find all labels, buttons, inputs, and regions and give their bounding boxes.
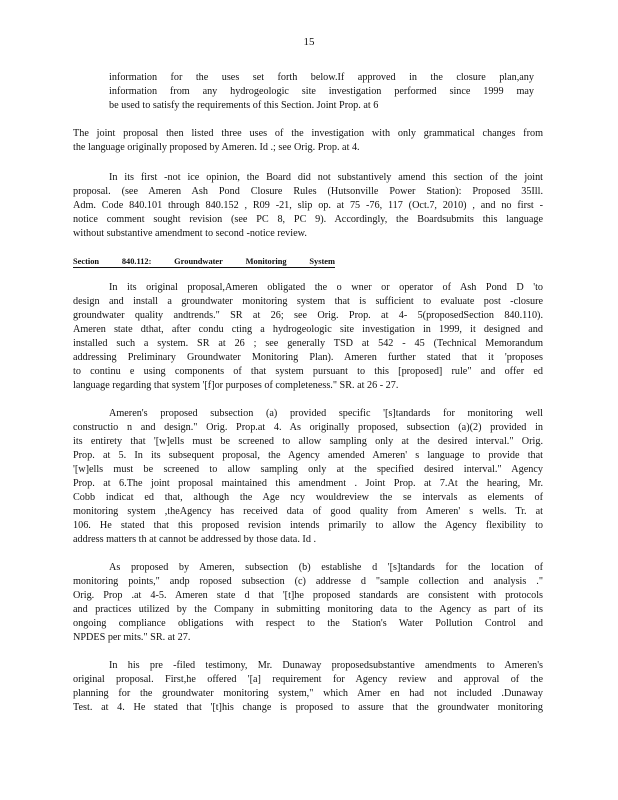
paragraph-line: groundwater quality andtrends." SR at 26; see Orig. Prop. at 4- 5(proposedSection 840.110).: [73, 310, 543, 321]
paragraph-line: constructio n and design." Orig. Prop.at 4. As originally proposed, subsection (a)(2) provided in: [73, 422, 543, 433]
paragraph-line: Test. at 4. He stated that '[t]his change is proposed to assure that the groundwater monitoring: [73, 702, 543, 713]
paragraph-line: In its first -not ice opinion, the Board did not substantively amend this section of the joint: [109, 172, 543, 183]
heading-section-label: Section: [73, 257, 100, 266]
paragraph-line: and practices utilized by the Company in submitting monitoring data to the Agency as part of its: [73, 604, 543, 615]
paragraph-line: Prop. at 5. In its subsequent proposal, the Agency amended Ameren' s language to provide that: [73, 450, 543, 461]
heading-section-number: 840.112:: [121, 257, 152, 266]
page-number: 15: [303, 36, 315, 48]
paragraph-line: As proposed by Ameren, subsection (b) establishe d '[s]tandards for the location of: [109, 562, 543, 573]
quote-line: information from any hydrogeologic site investigation performed since 1999 may: [109, 86, 534, 97]
paragraph-line: design and install a groundwater monitoring system that is sufficient to evaluate post -closure: [73, 296, 543, 307]
paragraph-line: installed such a system. SR at 26 ; see generally TSD at 542 - 45 (Technical Memorandum: [73, 338, 543, 349]
paragraph-line: Cobb indicat ed that, although the Age ncy wouldreview the se intervals as elements of: [73, 492, 543, 503]
paragraph-line: address matters th at cannot be addressed by those data. Id .: [73, 534, 317, 545]
paragraph-line: planning for the groundwater monitoring system," which Amer en had not included .Dunaway: [73, 688, 543, 699]
paragraph-line: ongoing compliance obligations with respect to the Station's Water Pollution Control and: [73, 618, 543, 629]
quote-line: information for the uses set forth below.If approved in the closure plan,any: [109, 72, 534, 83]
heading-word: System: [309, 257, 335, 266]
paragraph-line: Ameren state dthat, after condu cting a hydrogeologic site investigation in 1999, it designed and: [73, 324, 543, 335]
paragraph-line: proposal. (see Ameren Ash Pond Closure Rules (Hutsonville Power Station): Proposed 35Ill.: [73, 186, 543, 197]
paragraph-line: to continu e using components of that system pursuant to this [proposed] rule" and offer ed: [73, 366, 543, 377]
paragraph-line: Orig. Prop .at 4-5. Ameren state d that '[t]he proposed standards are consistent with protocols: [73, 590, 543, 601]
paragraph-line: 106. He stated that this proposed revision intends primarily to allow the Agency flexibility to: [73, 520, 543, 531]
paragraph-line: Prop. at 6.The joint proposal maintained this amendment . Joint Prop. at 7.At the hearing, Mr.: [73, 478, 543, 489]
paragraph-line: '[w]ells must be screened to allow sampling only at the specified desired interval." Agency: [73, 464, 543, 475]
paragraph-line: original proposal. First,he offered '[a] requirement for Agency review and approval of the: [73, 674, 543, 685]
paragraph-line: Adm. Code 840.101 through 840.152 , R09 -21, slip op. at 75 -76, 117 (Oct.7, 2010) , and no first -: [73, 200, 543, 211]
paragraph-line: its entirety that '[w]ells must be screened to allow sampling only at the desired interval." Orig.: [73, 436, 543, 447]
paragraph-line: The joint proposal then listed three uses of the investigation with only grammatical changes from: [73, 128, 543, 139]
paragraph-line: In his pre -filed testimony, Mr. Dunaway proposedsubstantive amendments to Ameren's: [109, 660, 543, 671]
quote-line: be used to satisfy the requirements of this Section. Joint Prop. at 6: [109, 100, 379, 111]
paragraph-line: Ameren's proposed subsection (a) provided specific '[s]tandards for monitoring well: [109, 408, 543, 419]
paragraph-line: language regarding that system '[f]or purposes of completeness." SR. at 26 - 27.: [73, 380, 399, 391]
paragraph-line: monitoring points," andp roposed subsection (c) addresse d "sample collection and analysis .": [73, 576, 543, 587]
paragraph-line: monitoring system ,theAgency has received data of good quality from Ameren' s wells. Tr. at: [73, 506, 543, 517]
paragraph-line: without substantive amendment to second -notice review.: [73, 228, 307, 239]
paragraph-line: In its original proposal,Ameren obligated the o wner or operator of Ash Pond D 'to: [109, 282, 543, 293]
heading-word: Groundwater: [174, 257, 223, 266]
paragraph-line: addressing Preliminary Groundwater Monitoring Plan). Ameren further stated that it 'proposes: [73, 352, 543, 363]
paragraph-line: notice comment sought revision (see PC 8, PC 9). Accordingly, the Boardsubmits this language: [73, 214, 543, 225]
paragraph-line: the language originally proposed by Ameren. Id .; see Orig. Prop. at 4.: [73, 142, 360, 153]
paragraph-line: NPDES per mits." SR. at 27.: [73, 632, 191, 643]
section-heading: [73, 257, 335, 268]
heading-word: Monitoring: [245, 257, 287, 266]
